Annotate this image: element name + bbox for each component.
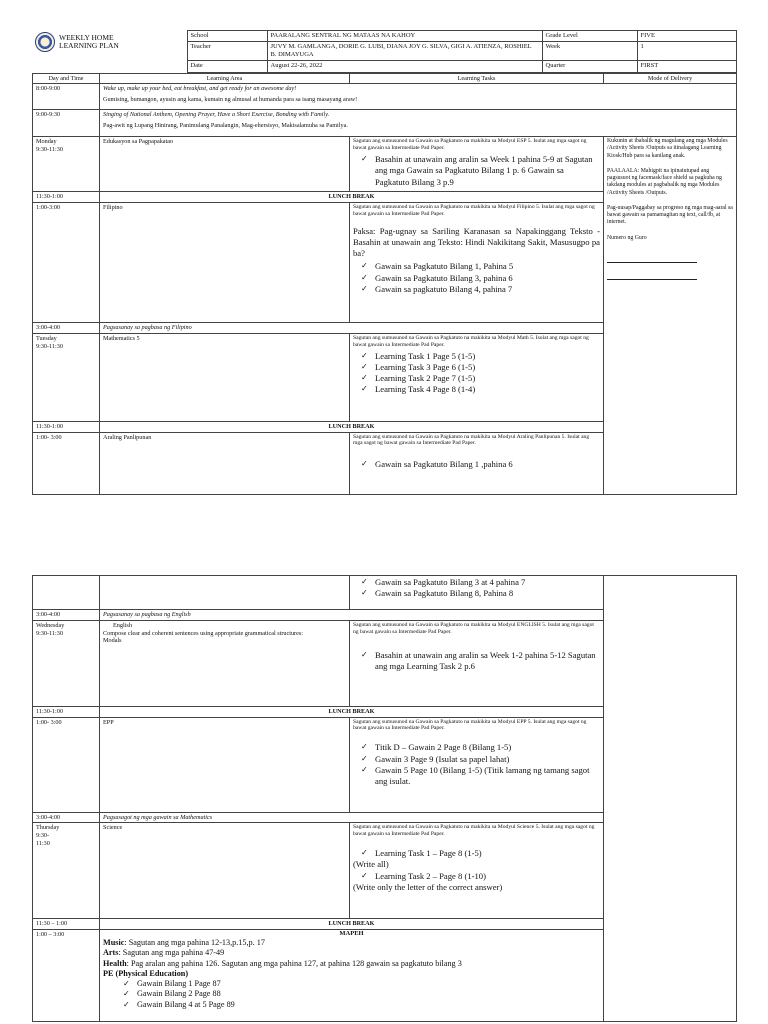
lunch-break: LUNCH BREAK bbox=[100, 919, 604, 930]
day-label: Thursday bbox=[36, 824, 60, 832]
task-topic: Paksa: Pag-ugnay sa Sariling Karanasan sa Napakinggang Teksto -Basahin at unawain ang Teksto: Hindi Nakikitang Sakit, Masusugpo pa ba? bbox=[353, 225, 600, 259]
teacher-value: JUVY M. GAMLANGA, DORIE G. LUBI, DIANA JOY G. SILVA, GIGI A. ATIENZA, ROSHIEL B. DIMAYUGA bbox=[267, 42, 542, 61]
mapeh-cell bbox=[100, 930, 604, 1022]
time-cell: 1:00-3:00 bbox=[33, 203, 100, 323]
task-item: ✓ Gawain sa Pagkatuto Bilang 1, Pahina 5 bbox=[375, 261, 600, 272]
pe-label: PE (Physical Education) bbox=[103, 968, 189, 978]
task-item: ✓ Learning Task 1 Page 5 (1-5) bbox=[375, 351, 600, 362]
time-cell: 9:00-9:30 bbox=[33, 110, 100, 137]
music-text: : Sagutan ang mga pahina 12-13,p.15,p. 17 bbox=[124, 938, 265, 948]
time-cell: 1:00- 3:00 bbox=[33, 432, 100, 494]
col-learning-area: Learning Area bbox=[100, 73, 350, 84]
time-label: 9:30-11:30 bbox=[36, 342, 63, 350]
learning-area-cell: Science bbox=[100, 823, 350, 919]
learning-area-cell: Araling Panlipunan bbox=[100, 432, 350, 494]
health-label: Health bbox=[103, 958, 127, 968]
routine-filipino: Gumising, bumangon, ayusin ang kama, kumain ng almusal at humanda para sa isang masayang araw! bbox=[103, 96, 358, 103]
task-item: ✓ Basahin at unawain ang aralin sa Week 1-2 pahina 5-12 Sagutan ang mga Learning Task 2 p.6 bbox=[375, 650, 600, 672]
school-label: School bbox=[187, 31, 267, 42]
task-note: (Write only the letter of the correct answer) bbox=[353, 881, 503, 892]
plan-table-page-1 bbox=[32, 73, 737, 495]
routine-filipino: Pag-awit ng Lupang Hinirang, Panimulang Panalangin, Mag-ehersisyo, Makisalamuha sa Pamilya. bbox=[103, 122, 348, 129]
routine-cell bbox=[100, 110, 737, 137]
routine-cell: Pagsasanay sa pagbasa ng Filipino bbox=[100, 323, 604, 334]
arts-label: Arts bbox=[103, 948, 119, 958]
number-line bbox=[607, 269, 697, 280]
task-item: ✓ Gawain 3 Page 9 (Isulat sa papel lahat) bbox=[375, 754, 600, 765]
day-time-cell bbox=[33, 137, 100, 192]
learning-tasks-cell bbox=[350, 620, 604, 706]
task-item: ✓ Gawain sa Pagkatuto Bilang 8, Pahina 8 bbox=[375, 588, 600, 599]
learning-tasks-cell bbox=[350, 717, 604, 812]
header-table bbox=[32, 30, 737, 73]
learning-area-cell bbox=[100, 576, 350, 610]
plan-title-cell bbox=[32, 31, 187, 73]
task-instruction: Sagutan ang sumusunod na Gawain sa Pagkatuto na makikita sa Modyul Filipino 5. Isulat ang mga sagot ng bawat gawain sa Intermediate Pad Paper. bbox=[353, 204, 595, 217]
learning-tasks-cell bbox=[350, 137, 604, 192]
arts-text: : Sagutan ang mga pahina 47-49 bbox=[118, 948, 225, 958]
teacher-label: Teacher bbox=[187, 42, 267, 61]
time-cell: 1:00 – 3:00 bbox=[33, 930, 100, 1022]
learning-tasks-cell bbox=[350, 432, 604, 494]
task-item: ✓ Gawain Bilang 2 Page 88 bbox=[137, 989, 600, 999]
task-item: ✓ Basahin at unawain ang aralin sa Week 1 pahina 5-9 at Sagutan ang mga Gawain sa Pagkatuto Bilang 1 p. 6 Gawain sa Pagkatuto Bilang 3 p.9 bbox=[375, 154, 600, 188]
task-item: ✓ Gawain sa Pagkatuto Bilang 3, pahina 6 bbox=[375, 273, 600, 284]
task-item: ✓ Learning Task 1 – Page 8 (1-5) bbox=[375, 848, 600, 859]
task-item: ✓ Learning Task 3 Page 6 (1-5) bbox=[375, 362, 600, 373]
routine-cell: Pagsasagot ng mga gawain sa Mathematics bbox=[100, 812, 604, 823]
learning-area-cell: EPP bbox=[100, 717, 350, 812]
task-item: ✓ Gawain Bilang 1 Page 87 bbox=[137, 979, 600, 989]
mode-note-1: Kukunin at ibabalik ng magulang ang mga Modules /Activity Sheets /Outputs sa itinalagang Learning Kiosk/Hub para sa kanilang anak. bbox=[607, 138, 728, 159]
deped-seal-icon bbox=[35, 32, 55, 52]
learning-tasks-cell bbox=[350, 333, 604, 421]
day-time-cell bbox=[33, 823, 100, 919]
time-cell: 3:00-4:00 bbox=[33, 610, 100, 621]
col-learning-tasks: Learning Tasks bbox=[350, 73, 604, 84]
task-instruction: Sagutan ang sumusunod na Gawain sa Pagkatuto na makikita sa Modyul ENGLISH 5. Isulat ang mga sagot ng bawat gawain sa Intermediate Pad Paper. bbox=[353, 621, 594, 635]
task-item: ✓ Gawain 5 Page 10 (Bilang 1-5) (Titik lamang ng tamang sagot ang isulat. bbox=[375, 765, 600, 787]
task-item: ✓ Learning Task 2 Page 7 (1-5) bbox=[375, 373, 600, 384]
grade-value: FIVE bbox=[637, 31, 736, 42]
plan-table-page-2 bbox=[32, 575, 737, 1022]
time-cell: 1:00- 3:00 bbox=[33, 717, 100, 812]
learning-area-cell: Mathematics 5 bbox=[100, 333, 350, 421]
subject-label: English bbox=[113, 621, 132, 629]
task-instruction: Sagutan ang sumusunod na Gawain sa Pagkatuto na makikita sa Modyul EPP 5. Isulat ang mga sagot ng bawat gawain sa Intermediate Pad Paper. bbox=[353, 718, 587, 732]
task-item: ✓ Gawain Bilang 4 at 5 Page 89 bbox=[137, 1000, 600, 1010]
date-value: August 22-26, 2022 bbox=[267, 61, 542, 72]
competency: Compose clear and coherent sentences using appropriate grammatical structures: bbox=[103, 629, 303, 637]
col-day-time: Day and Time bbox=[33, 73, 100, 84]
week-label: Week bbox=[542, 42, 637, 61]
music-label: Music bbox=[103, 938, 125, 948]
routine-cell: Pagsasanay sa pagbasa ng English bbox=[100, 610, 604, 621]
lunch-break: LUNCH BREAK bbox=[100, 706, 604, 717]
time-cell: 3:00-4:00 bbox=[33, 812, 100, 823]
task-instruction: Sagutan ang sumusunod na Gawain sa Pagkatuto na makikita sa Modyul Araling Panlipunan 5. Isulat ang mga sagot ng bawat gawain sa Intermediate Pad Paper. bbox=[353, 433, 590, 447]
time-cell: 3:00-4:00 bbox=[33, 323, 100, 334]
teacher-number-label: Numero ng Guro bbox=[607, 234, 647, 241]
routine-english: Singing of National Anthem, Opening Prayer, Have a Short Exercise, Bonding with Family. bbox=[103, 111, 330, 119]
time-cell: 11:30 – 1:00 bbox=[33, 919, 100, 930]
time-label: 9:30-11:30 bbox=[36, 146, 63, 153]
learning-area-cell: Filipino bbox=[100, 203, 350, 323]
routine-english: Wake up, make up your bed, eat breakfast, and get ready for an awesome day! bbox=[103, 85, 297, 93]
mode-note-3: Pag-uusap/Paggabay sa progreso ng mga mag-aaral sa bawat gawain sa pamamagitan ng text, call/fb, at internet. bbox=[607, 204, 733, 226]
time-label: 11:30 bbox=[36, 839, 50, 847]
mode-note-2: PAALAALA: Mahigpit na ipinatutupad ang pagsusuot ng facemask/face shield sa pagkuha ng takdang modules at pagbabalik ng mga Modules /Activity Sheets /Outputs. bbox=[607, 167, 722, 196]
task-item: ✓ Gawain sa Pagkatuto Bilang 3 at 4 pahina 7 bbox=[375, 577, 600, 588]
day-label: Tuesday bbox=[36, 334, 57, 342]
task-item: ✓ Learning Task 2 – Page 8 (1-10) bbox=[375, 871, 600, 882]
routine-cell bbox=[100, 84, 737, 110]
task-instruction: Sagutan ang sumusunod na Gawain sa Pagkatuto na makikita sa Modyul Science 5. Isulat ang mga sagot ng bawat gawain sa Intermediate Pad Paper. bbox=[353, 824, 595, 838]
time-cell: 11:30-1:00 bbox=[33, 421, 100, 432]
task-note: (Write all) bbox=[353, 859, 389, 870]
task-item: ✓ Learning Task 4 Page 8 (1-4) bbox=[375, 384, 600, 395]
learning-tasks-cell bbox=[350, 203, 604, 323]
task-item: ✓ Gawain sa pagkatuto Bilang 4, pahina 7 bbox=[375, 284, 600, 295]
mapeh-title: MAPEH bbox=[339, 930, 364, 937]
page-1 bbox=[32, 30, 736, 495]
time-cell: 11:30-1:00 bbox=[33, 706, 100, 717]
mode-delivery-cell bbox=[604, 576, 737, 1022]
learning-tasks-cell bbox=[350, 576, 604, 610]
grade-label: Grade Level bbox=[542, 31, 637, 42]
time-cell: 11:30-1:00 bbox=[33, 192, 100, 203]
col-mode-delivery: Mode of Delivery bbox=[604, 73, 737, 84]
number-line bbox=[607, 252, 697, 263]
task-item: ✓ Titik D – Gawain 2 Page 8 (Bilang 1-5) bbox=[375, 742, 600, 753]
time-label: 9:30-11:30 bbox=[36, 629, 63, 637]
plan-title: WEEKLY HOME LEARNING PLAN bbox=[59, 32, 119, 50]
lunch-break: LUNCH BREAK bbox=[100, 192, 604, 203]
day-time-cell bbox=[33, 620, 100, 706]
page-2 bbox=[32, 575, 736, 1022]
learning-area-cell: Edukasyon sa Pagpapakatao bbox=[100, 137, 350, 192]
mode-delivery-cell bbox=[604, 137, 737, 494]
task-item: ✓ Gawain sa Pagkatuto Bilang 1 ,pahina 6 bbox=[375, 459, 600, 470]
task-instruction: Sagutan ang sumusunod na Gawain sa Pagkatuto na makikita sa Modyul Math 5. Isulat ang mga sagot ng bawat gawain sa Intermediate Pad Paper. bbox=[353, 334, 589, 348]
date-label: Date bbox=[187, 61, 267, 72]
topic-label: Modals bbox=[103, 637, 122, 645]
day-time-cell bbox=[33, 333, 100, 421]
week-value: 1 bbox=[637, 42, 736, 61]
school-value: PAARALANG SENTRAL NG MATAAS NA KAHOY bbox=[267, 31, 542, 42]
quarter-label: Quarter bbox=[542, 61, 637, 72]
task-instruction: Sagutan ang sumusunod na Gawain sa Pagkatuto na makikita sa Modyul ESP 5. Isulat ang mga sagot ng bawat gawain sa Intermediate Pad Paper. bbox=[353, 138, 587, 152]
day-label: Wednesday bbox=[36, 621, 65, 629]
lunch-break: LUNCH BREAK bbox=[100, 421, 604, 432]
day-label: Monday bbox=[36, 138, 57, 146]
health-text: : Pag aralan ang pahina 126. Sagutan ang mga pahina 127, at pahina 128 gawain sa pagkatuto bilang 3 bbox=[126, 958, 462, 968]
learning-area-cell bbox=[100, 620, 350, 706]
time-cell bbox=[33, 576, 100, 610]
learning-tasks-cell bbox=[350, 823, 604, 919]
time-label: 9:30- bbox=[36, 832, 50, 839]
quarter-value: FIRST bbox=[637, 61, 736, 72]
time-cell: 8:00-9:00 bbox=[33, 84, 100, 110]
